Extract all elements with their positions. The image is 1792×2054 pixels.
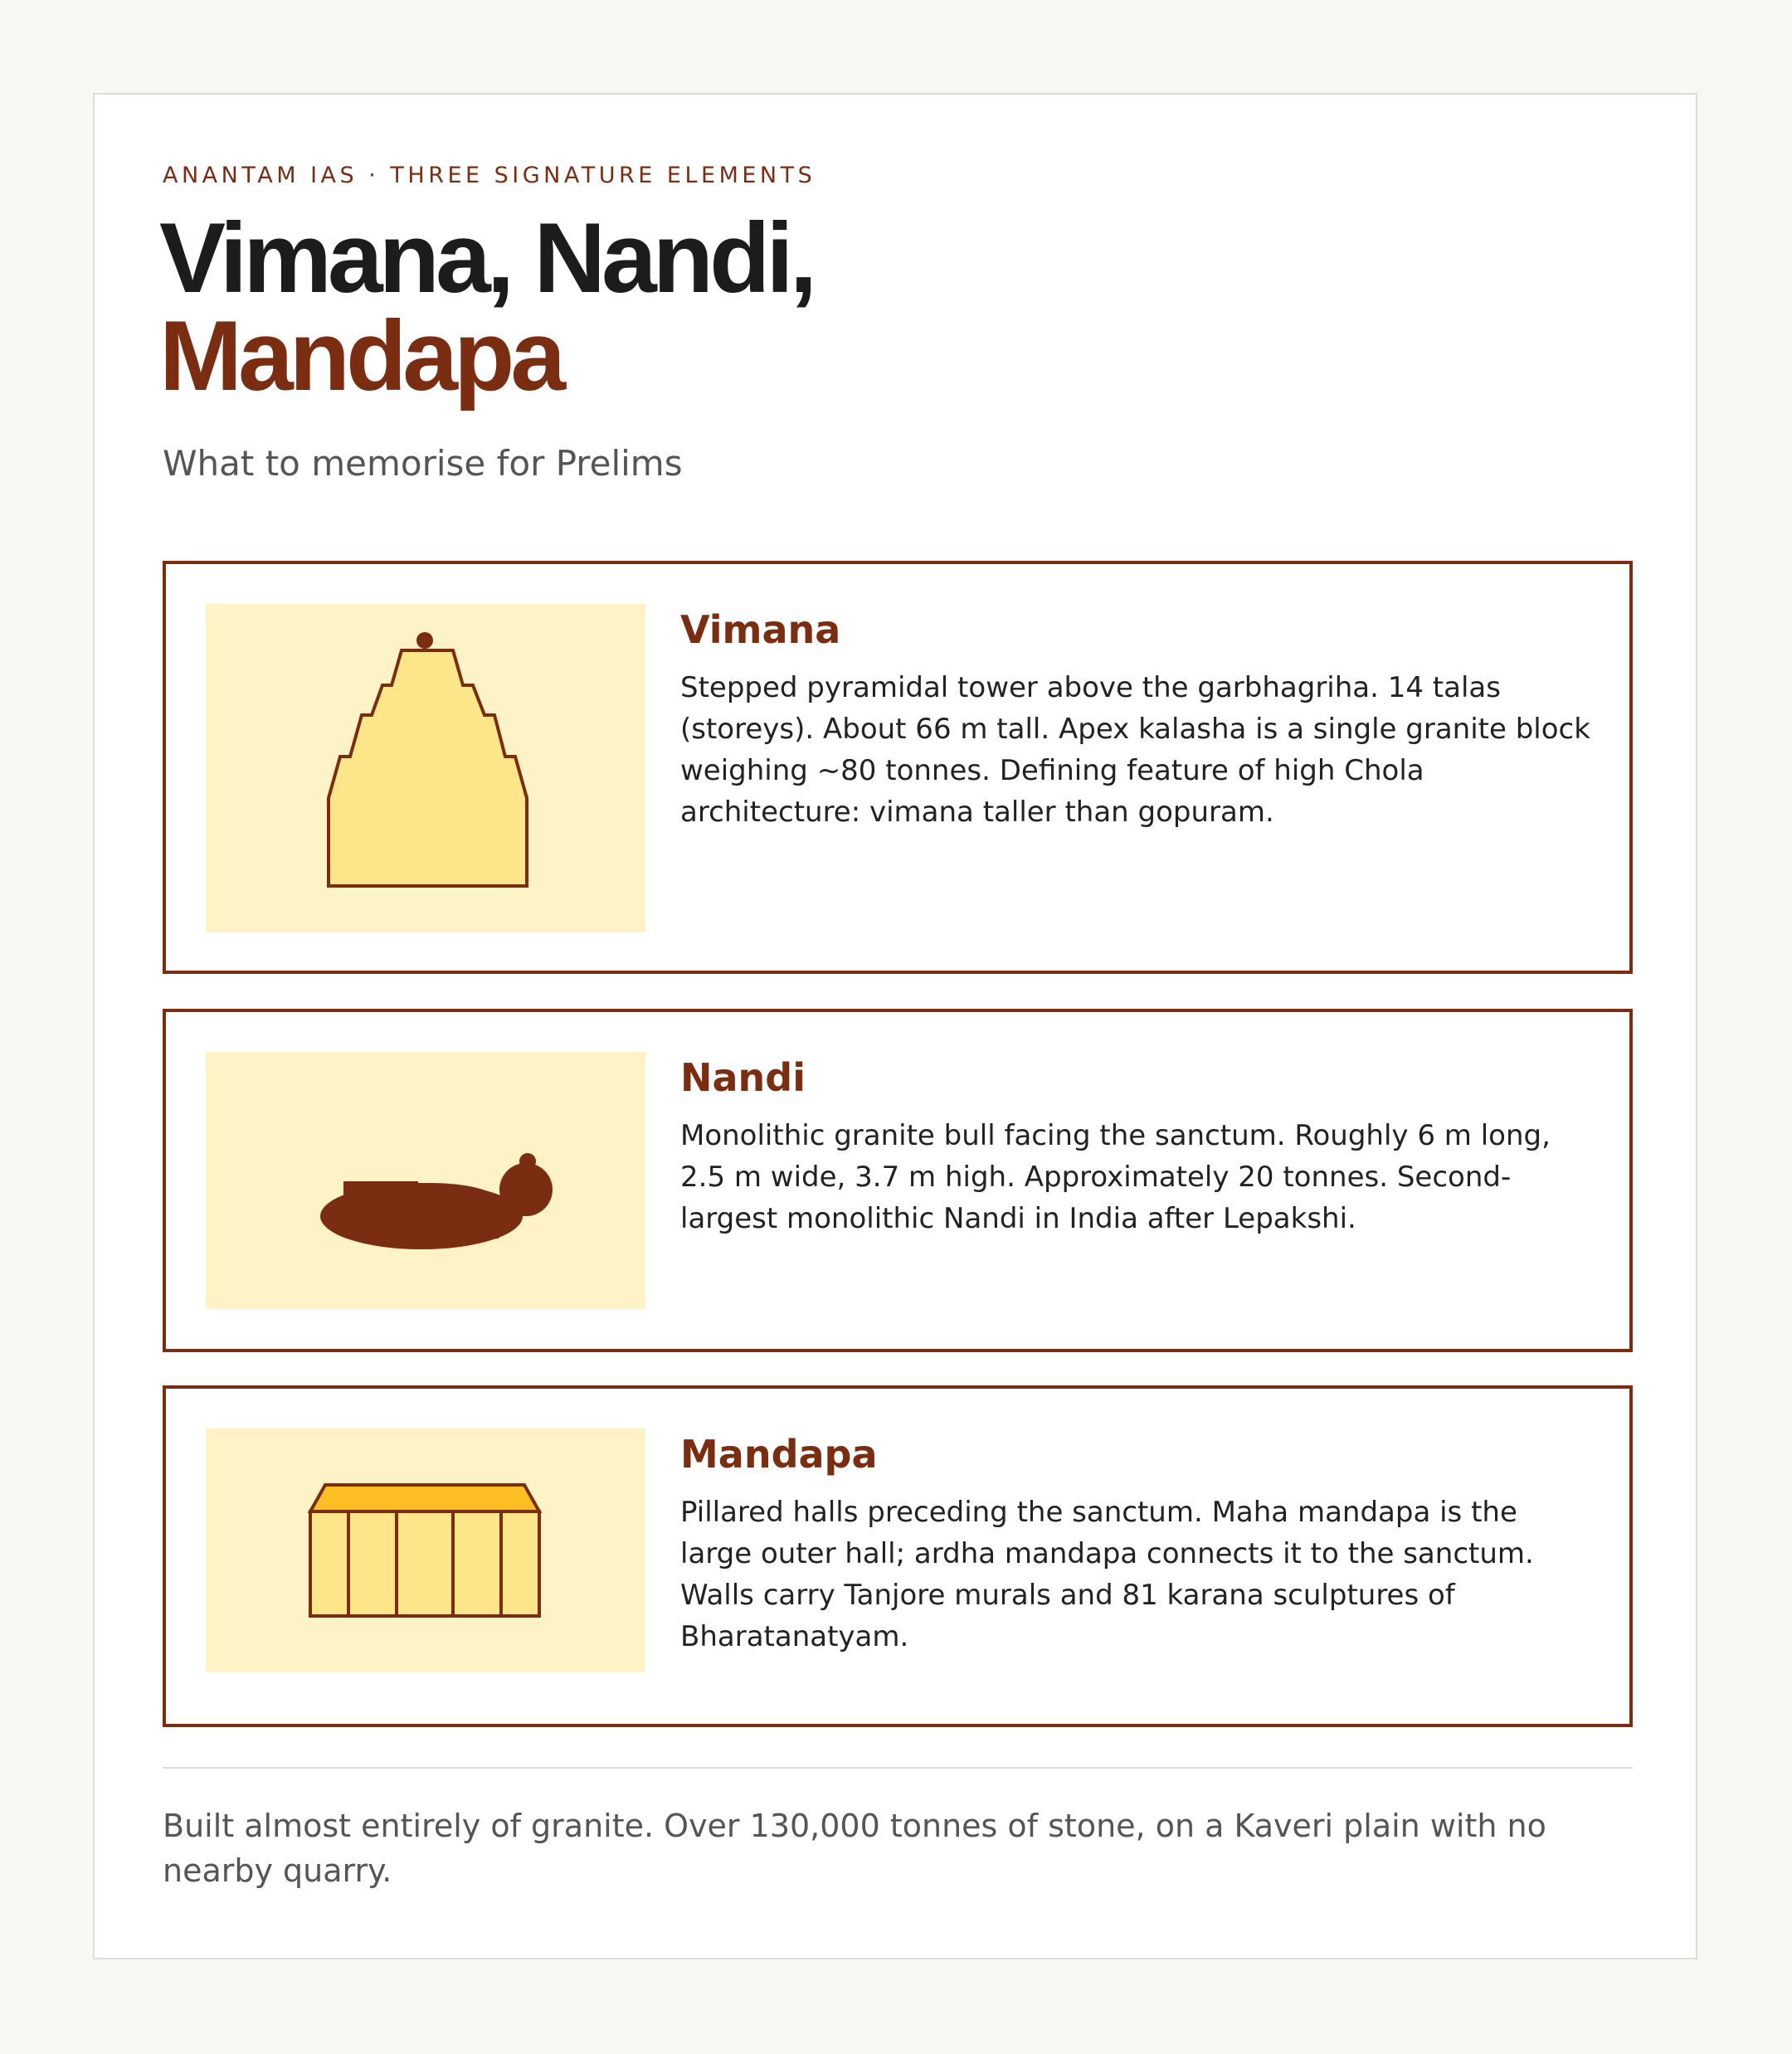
divider <box>163 1767 1633 1769</box>
subtitle: What to memorise for Prelims <box>163 443 683 484</box>
footer-note: Built almost entirely of granite. Over 130,000 tonnes of stone, on a Kaveri plain with no nearby quarry. <box>163 1808 1546 1889</box>
element-title: Mandapa <box>680 1432 878 1477</box>
temple-tower-icon <box>206 604 645 932</box>
vimana-illustration <box>206 604 645 932</box>
nandi-illustration <box>206 1052 645 1309</box>
element-card-vimana <box>163 561 1633 974</box>
bull-icon <box>206 1052 645 1309</box>
element-card-mandapa <box>163 1385 1633 1727</box>
pillared-hall-icon <box>206 1429 645 1672</box>
mandapa-illustration <box>206 1429 645 1672</box>
infographic-card <box>93 93 1697 1959</box>
element-title: Vimana <box>680 607 841 652</box>
element-card-nandi <box>163 1009 1633 1352</box>
element-title: Nandi <box>680 1055 806 1100</box>
title-line-1: Vimana, Nandi, <box>159 202 814 314</box>
element-description: Pillared halls preceding the sanctum. Maha mandapa is the large outer hall; ardha mandapa connects it to the sanctum. Walls carry Tanjore murals and 81 karana sculptures of Bharatanatyam. <box>680 1496 1534 1653</box>
element-description: Stepped pyramidal tower above the garbhagriha. 14 talas (storeys). About 66 m tall. Apex kalasha is a single granite block weighing ~80 tonnes. Defining feature of high Chola architecture: vimana taller than gopuram. <box>680 671 1590 829</box>
element-description: Monolithic granite bull facing the sanctum. Roughly 6 m long, 2.5 m wide, 3.7 m high. Approximately 20 tonnes. Second-largest monolithic Nandi in India after Lepakshi. <box>680 1119 1551 1235</box>
title-line-2: Mandapa <box>159 300 562 411</box>
page-title <box>159 202 814 411</box>
eyebrow: ANANTAM IAS · THREE SIGNATURE ELEMENTS <box>163 163 816 188</box>
